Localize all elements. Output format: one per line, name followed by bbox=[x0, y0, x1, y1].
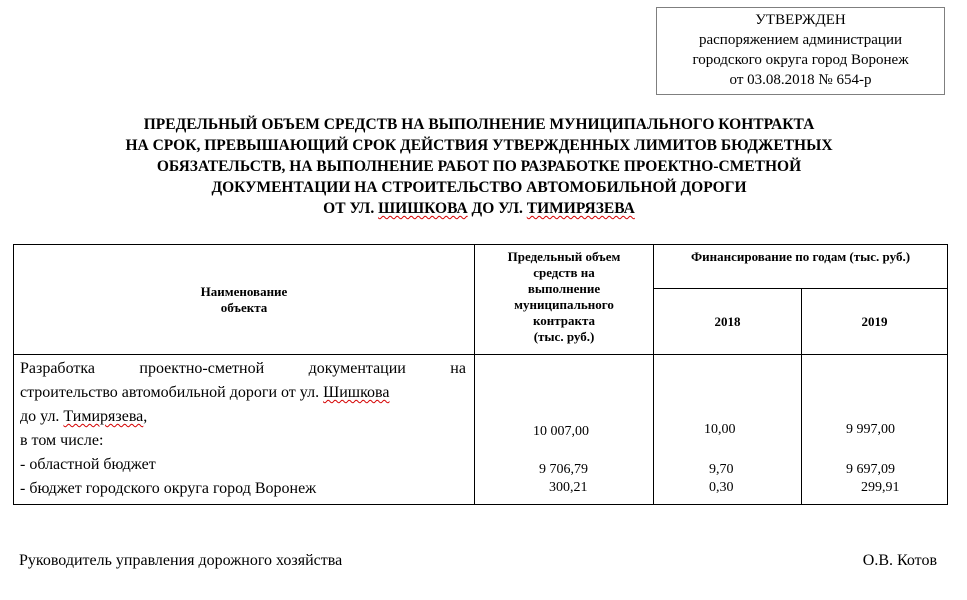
header-object-name bbox=[14, 245, 475, 355]
signatory-position: Руководитель управления дорожного хозяйства bbox=[19, 552, 343, 569]
name-word: проектно-сметной bbox=[139, 360, 265, 377]
title-line: ДОКУМЕНТАЦИИ НА СТРОИТЕЛЬСТВО АВТОМОБИЛЬНОЙ ДОРОГИ bbox=[211, 179, 747, 196]
limit-city: 300,21 bbox=[549, 480, 588, 495]
limit-cell bbox=[475, 355, 654, 505]
name-line-regional: - областной бюджет bbox=[20, 456, 156, 473]
y2019-total: 9 997,00 bbox=[846, 422, 895, 437]
name-street: Тимирязева bbox=[63, 408, 144, 425]
y2019-cell bbox=[802, 355, 948, 505]
name-word: Разработка bbox=[20, 360, 95, 377]
header-text: контракта bbox=[532, 313, 596, 328]
name-word: на bbox=[450, 360, 466, 377]
title-line: ОБЯЗАТЕЛЬСТВ, НА ВЫПОЛНЕНИЕ РАБОТ ПО РАЗРАБОТКЕ ПРОЕКТНО-СМЕТНОЙ bbox=[156, 158, 802, 175]
header-text: муниципального bbox=[514, 297, 614, 312]
title-line: ПРЕДЕЛЬНЫЙ ОБЪЕМ СРЕДСТВ НА ВЫПОЛНЕНИЕ МУНИЦИПАЛЬНОГО КОНТРАКТА bbox=[143, 116, 815, 133]
name-text: , bbox=[143, 408, 148, 425]
name-line: в том числе: bbox=[20, 432, 104, 449]
approval-line: городского округа город Воронеж bbox=[692, 52, 909, 68]
title-text: ДО УЛ. bbox=[467, 200, 527, 217]
object-name-cell bbox=[14, 355, 475, 505]
y2018-cell bbox=[654, 355, 802, 505]
limit-total: 10 007,00 bbox=[533, 424, 589, 439]
name-line bbox=[20, 381, 466, 405]
header-text: Предельный объем bbox=[507, 249, 621, 264]
name-line-city: - бюджет городского округа город Воронеж bbox=[20, 480, 317, 497]
financing-table bbox=[13, 244, 948, 505]
approval-title: УТВЕРЖДЕН bbox=[755, 12, 846, 28]
name-word: документации bbox=[308, 360, 406, 377]
name-street: Шишкова bbox=[323, 384, 390, 401]
title-text: ОТ УЛ. bbox=[323, 200, 379, 217]
header-text: Наименование bbox=[200, 283, 288, 299]
limit-regional: 9 706,79 bbox=[539, 462, 588, 477]
approval-order: от 03.08.2018 № 654-р bbox=[729, 72, 872, 88]
header-text: выполнение bbox=[527, 281, 601, 296]
title-line: НА СРОК, ПРЕВЫШАЮЩИЙ СРОК ДЕЙСТВИЯ УТВЕРЖДЕННЫХ ЛИМИТОВ БЮДЖЕТНЫХ bbox=[125, 137, 833, 154]
header-text: средств на bbox=[533, 265, 595, 280]
name-line bbox=[20, 405, 466, 429]
title-line bbox=[20, 198, 938, 219]
title-street-a: ШИШКОВА bbox=[378, 200, 468, 217]
name-text: до ул. bbox=[20, 408, 64, 425]
header-year-2018: 2018 bbox=[654, 289, 802, 355]
header-text: (тыс. руб.) bbox=[533, 329, 595, 344]
y2018-total: 10,00 bbox=[704, 422, 736, 437]
y2019-regional: 9 697,09 bbox=[846, 462, 895, 477]
header-text: объекта bbox=[220, 299, 268, 315]
y2018-city: 0,30 bbox=[709, 480, 734, 495]
header-financing: Финансирование по годам (тыс. руб.) bbox=[654, 245, 948, 289]
signatory-name: О.В. Котов bbox=[862, 552, 937, 569]
y2019-city: 299,91 bbox=[861, 480, 900, 495]
y2018-regional: 9,70 bbox=[709, 462, 734, 477]
header-limit bbox=[475, 245, 654, 355]
title-street-b: ТИМИРЯЗЕВА bbox=[526, 200, 635, 217]
name-line bbox=[20, 357, 466, 381]
name-text: строительство автомобильной дороги от ул. bbox=[20, 384, 324, 401]
header-year-2019: 2019 bbox=[802, 289, 948, 355]
approval-line: распоряжением администрации bbox=[698, 32, 903, 48]
approval-stamp bbox=[656, 7, 945, 95]
document-title bbox=[20, 114, 938, 219]
